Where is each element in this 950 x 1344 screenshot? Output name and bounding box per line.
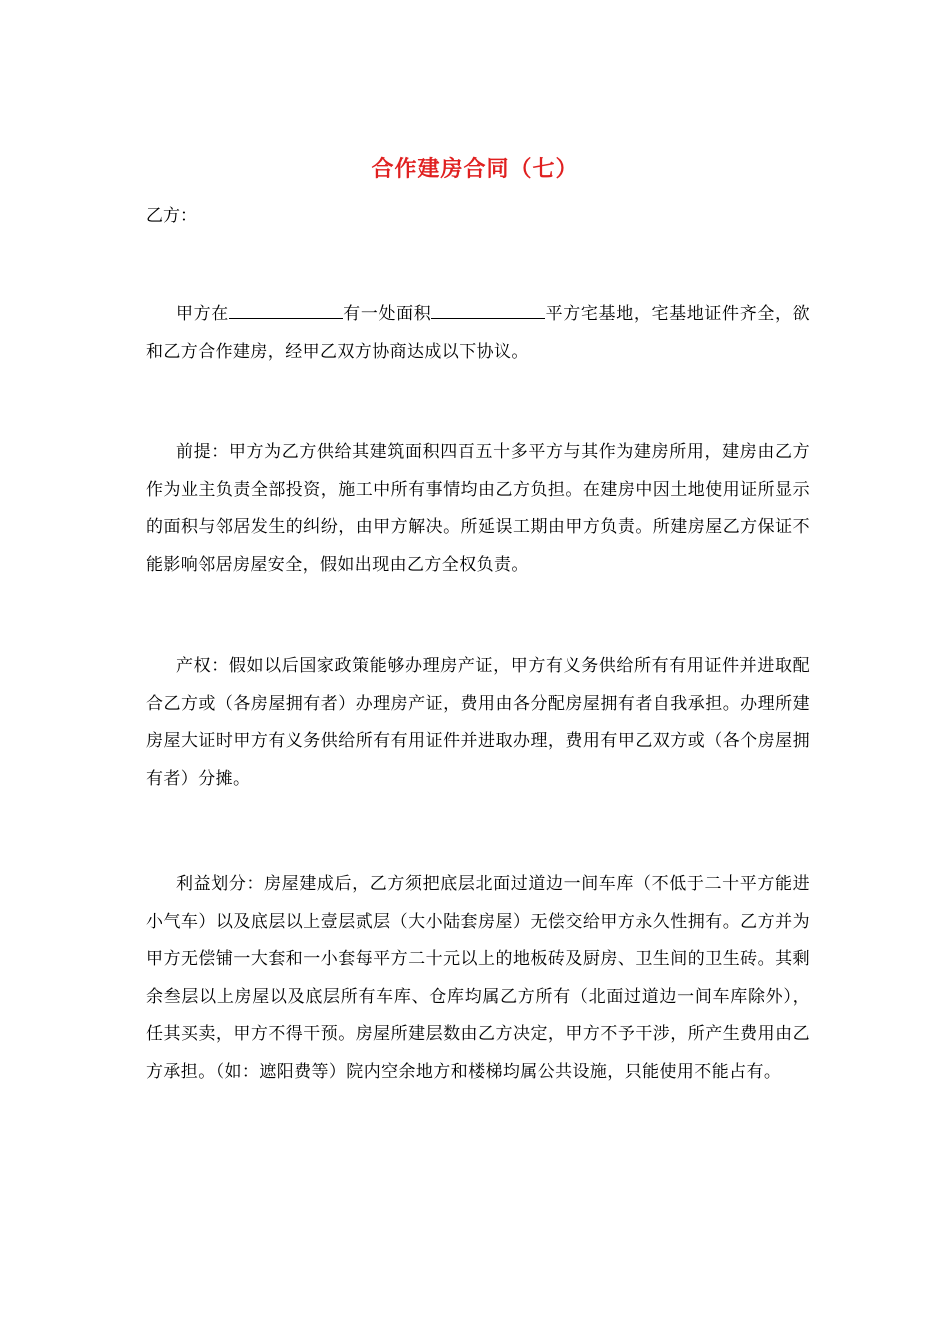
party-b-label: 乙方： <box>146 206 197 226</box>
premise-paragraph: 前提：甲方为乙方供给其建筑面积四百五十多平方与其作为建房所用，建房由乙方作为业主负责全部投资，施工中所有事情均由乙方负担。在建房中因土地使用证所显示的面积与邻居发生的纠纷，由甲方解决。所延误工期由甲方负责。所建房屋乙方保证不能影响邻居房屋安全，假如出现由乙方全权负责。 <box>146 442 810 575</box>
area-blank <box>431 304 545 319</box>
location-blank <box>229 304 343 319</box>
intro-text-1: 甲方在 <box>176 304 229 324</box>
property-rights-paragraph: 产权：假如以后国家政策能够办理房产证，甲方有义务供给所有有用证件并进取配合乙方或（各房屋拥有者）办理房产证，费用由各分配房屋拥有者自我承担。办理所建房屋大证时甲方有义务供给所有有用证件并进取办理，费用有甲乙双方或（各个房屋拥有者）分摊。 <box>146 656 810 789</box>
intro-paragraph <box>146 296 810 371</box>
intro-text-2: 有一处面积 <box>342 304 432 324</box>
benefit-division-paragraph: 利益划分：房屋建成后，乙方须把底层北面过道边一间车库（不低于二十平方能进小气车）以及底层以上壹层贰层（大小陆套房屋）无偿交给甲方永久性拥有。乙方并为甲方无偿铺一大套和一小套每平方二十元以上的地板砖及厨房、卫生间的卫生砖。其剩余叁层以上房屋以及底层所有车库、仓库均属乙方所有（北面过道边一间车库除外），任其买卖，甲方不得干预。房屋所建层数由乙方决定，甲方不予干涉，所产生费用由乙方承担。（如：遮阳费等）院内空余地方和楼梯均属公共设施，只能使用不能占有。 <box>146 874 810 1082</box>
page-title: 合作建房合同（七） <box>371 156 579 182</box>
intro-text-3: 平方宅基地，宅基地证件齐全，欲和乙方合作建房，经甲乙双方协商达成以下协议。 <box>146 304 811 362</box>
